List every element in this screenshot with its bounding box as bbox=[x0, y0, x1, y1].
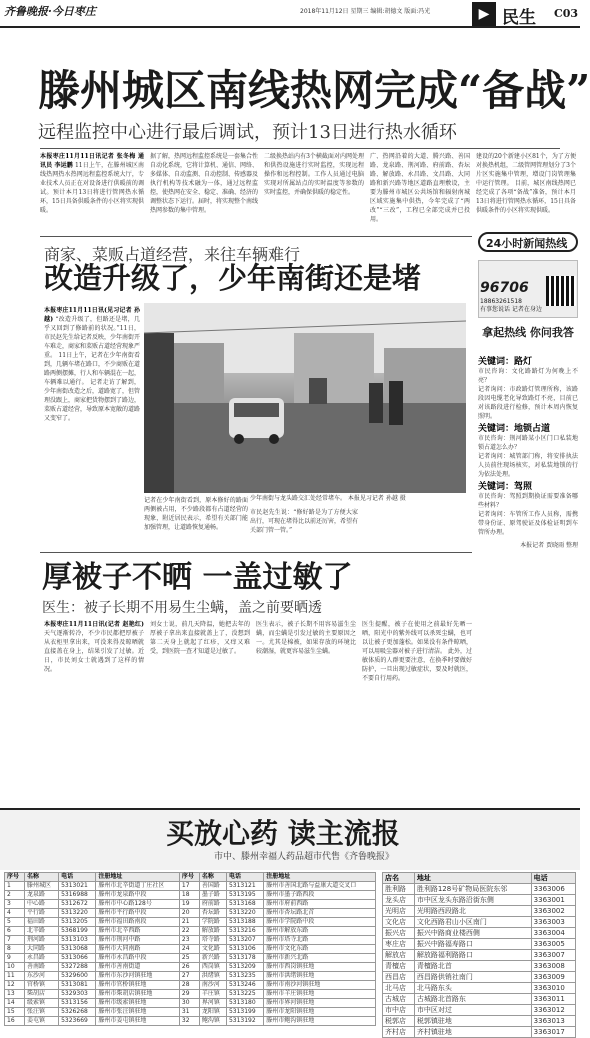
table-cell: 5313068 bbox=[59, 945, 96, 954]
entry-2-keyword: 关键词：地锁占道 bbox=[478, 424, 551, 434]
story-1-col-2: 据了解，热网远程监控系统是一套集合性自动化系统，它将计算机、通信、网络、多媒体、自动监测、自动控制、传感器及执行机构等技术融为一体，通过远程监控，使热网在安全、稳定、准确、经济的调整状态下运行。届时，将实现整个南线热网参数的集中管理。 bbox=[150, 153, 259, 214]
table-cell: 滕州市柴胡店镇驻地 bbox=[96, 990, 179, 999]
hotline-entries bbox=[478, 358, 578, 550]
table-cell: 1 bbox=[5, 882, 25, 891]
table-cell: 古城店 bbox=[383, 994, 415, 1005]
table-cell: 滕州市府前西路 bbox=[264, 900, 376, 909]
section-name: 民生 bbox=[502, 8, 536, 28]
headline-story-3: 厚被子不晒 一盖过敏了 bbox=[42, 560, 353, 595]
table-cell: 3363013 bbox=[531, 1016, 575, 1027]
column-header: 序号 bbox=[179, 873, 199, 882]
table-cell: 5329600 bbox=[59, 972, 96, 981]
table-row bbox=[383, 972, 576, 983]
table-cell: 滕州市墨子路西段 bbox=[264, 891, 376, 900]
table-cell: 滕州市级索镇驻地 bbox=[96, 999, 179, 1008]
table-row bbox=[5, 891, 376, 900]
story-2-byline: 本报枣庄11月11日讯(见习记者 孙越) bbox=[44, 307, 140, 323]
story-2-para-1: “改造升级了，但路还是堵，几乎又回到了修路前的状况。”11日，市民赵先生给记者反映，少年南街开车难走，商家和菜贩占道经营现象严重。 bbox=[44, 316, 141, 359]
table-row bbox=[383, 917, 576, 928]
table-cell: 滕州市界河镇驻地 bbox=[264, 999, 376, 1008]
table-cell: 青檀路北首 bbox=[414, 961, 531, 972]
table-cell: 18 bbox=[179, 891, 199, 900]
table-cell: 羊庄镇 bbox=[199, 990, 226, 999]
table-cell: 12 bbox=[5, 981, 25, 990]
table-cell: 齐村镇驻地 bbox=[414, 1027, 531, 1038]
table-row bbox=[5, 954, 376, 963]
newspaper-name: 齐鲁晚报·今日枣庄 bbox=[4, 5, 96, 18]
column-header: 电话 bbox=[226, 873, 263, 882]
table-cell: 5323669 bbox=[59, 1017, 96, 1026]
table-cell: 滕州市龙阳镇驻地 bbox=[264, 1008, 376, 1017]
table-cell: 滕州市鲍沟镇驻地 bbox=[264, 1017, 376, 1026]
table-cell: 市中区对过 bbox=[414, 1005, 531, 1016]
table-cell: 滕州市官桥镇驻地 bbox=[96, 981, 179, 990]
table-cell: 北马路东头 bbox=[414, 983, 531, 994]
table-cell: 5313220 bbox=[226, 909, 263, 918]
column-header: 序号 bbox=[5, 873, 25, 882]
table-cell: 5313178 bbox=[226, 954, 263, 963]
table-cell: 学院路 bbox=[199, 918, 226, 927]
table-cell: 5313121 bbox=[226, 882, 263, 891]
table-cell: 龙泉路 bbox=[25, 891, 59, 900]
story-2-col-1 bbox=[44, 306, 140, 546]
table-cell: 光明路西段路北 bbox=[414, 906, 531, 917]
table-row bbox=[383, 950, 576, 961]
table-cell: 5313192 bbox=[226, 1017, 263, 1026]
table-cell: 5313220 bbox=[59, 909, 96, 918]
story-2-col-3: 市民赵先生说：“修好路是为了方便大家出行，可现在堵得比以前还厉害，希望有关部门管一管。” bbox=[250, 509, 359, 534]
story-1-col-1 bbox=[40, 152, 144, 232]
pharmacy-table-right bbox=[382, 872, 576, 1036]
table-row bbox=[383, 939, 576, 950]
table-cell: 5 bbox=[5, 918, 25, 927]
table-cell: 22 bbox=[179, 927, 199, 936]
table-cell: 滕州市中心路128号 bbox=[96, 900, 179, 909]
table-cell: 11 bbox=[5, 972, 25, 981]
table-cell: 市中区龙头东路沿街东侧 bbox=[414, 895, 531, 906]
table-cell: 文化店 bbox=[383, 917, 415, 928]
table-cell: 5313209 bbox=[226, 963, 263, 972]
table-cell: 5312672 bbox=[59, 900, 96, 909]
table-cell: 5313168 bbox=[226, 900, 263, 909]
table-cell: 张汪镇 bbox=[25, 1008, 59, 1017]
column-header: 电话 bbox=[531, 873, 575, 884]
table-cell: 5313103 bbox=[59, 936, 96, 945]
table-cell: 南沙河 bbox=[199, 981, 226, 990]
headline-story-2: 改造升级了，少年南街还是堵 bbox=[44, 261, 422, 295]
hotline-title: 24小时新闻热线 bbox=[486, 237, 568, 250]
table-row bbox=[5, 963, 376, 972]
table-cell: 北马店 bbox=[383, 983, 415, 994]
table-cell: 5313195 bbox=[226, 891, 263, 900]
table-cell: 滕州市学院路中段 bbox=[264, 918, 376, 927]
sidebar-sign: 本报记者 贾晓雨 整理 bbox=[520, 542, 578, 549]
story-3-para-4: 医生提醒，被子在使用之前最好先晒一晒，阳光中的紫外线可以杀死尘螨，也可以让被子更加蓬松。如果没有条件晾晒，可以用吸尘器对被子进行清洁。 bbox=[362, 621, 472, 655]
column-header: 名称 bbox=[199, 873, 226, 882]
table-row bbox=[383, 961, 576, 972]
table-cell: 24 bbox=[179, 945, 199, 954]
table-cell: 3 bbox=[5, 900, 25, 909]
story-1-col-4: 广、热网沿着的大道、腾兴路、善国路、龙泉路、荆河路、府前路、杏坛路、解放路、永昌路、文昌路、大同路和新兴路等地区道路直埋敷设，主要为滕州市城区公共场馆和辐射南城区域实施集中供热，今年完成了“两改”“三改”，工程已全部完成并已投用。 bbox=[370, 153, 470, 223]
table-row bbox=[5, 1017, 376, 1026]
table-cell: 西昌店 bbox=[383, 972, 415, 983]
table-cell: 东沙河 bbox=[25, 972, 59, 981]
left-table-header bbox=[5, 873, 376, 882]
table-row bbox=[5, 936, 376, 945]
table-cell: 府前路 bbox=[199, 900, 226, 909]
right-store-table bbox=[382, 872, 576, 1038]
table-cell: 17 bbox=[179, 882, 199, 891]
story-2-para-3: 记者走访了解到，少年南街改造之后，道路宽了，但管理没跟上，商家把货物摆到了路边，菜贩占道经营，导致原本宽敞的道路又变窄了。 bbox=[44, 379, 141, 422]
left-store-table bbox=[4, 872, 376, 1026]
table-cell: 5313207 bbox=[226, 936, 263, 945]
story-1-para-6: 目前，城区南线热网已经完成了各项“备战”准备，预计本月13日将进行管网热水循环，15日具备供暖条件的小区将实现供暖。 bbox=[476, 180, 576, 214]
table-cell: 滕州市张汪镇驻地 bbox=[96, 1008, 179, 1017]
table-cell: 振兴店 bbox=[383, 928, 415, 939]
table-row bbox=[5, 1008, 376, 1017]
table-cell: 滕州市北辛西路 bbox=[96, 927, 179, 936]
table-row bbox=[5, 927, 376, 936]
issue-meta: 2018年11月12日 星期三 编辑:胡德文 版面:冯光 bbox=[300, 8, 431, 15]
table-cell: 滕州市洪绪镇驻地 bbox=[264, 972, 376, 981]
column-header: 名称 bbox=[25, 873, 59, 882]
right-table-header bbox=[383, 873, 576, 884]
ad-subhead: 市中、滕州幸福人药品超市代售《齐鲁晚报》 bbox=[214, 852, 395, 862]
table-cell: 19 bbox=[179, 900, 199, 909]
headline-story-1: 滕州城区南线热网完成“备战” bbox=[38, 66, 590, 115]
table-cell: 10 bbox=[5, 963, 25, 972]
table-cell: 滕州市大同南路 bbox=[96, 945, 179, 954]
table-cell: 解放店 bbox=[383, 950, 415, 961]
table-cell: 滕州市羊庄镇驻地 bbox=[264, 990, 376, 999]
table-row bbox=[383, 895, 576, 906]
table-row bbox=[5, 972, 376, 981]
table-cell: 13 bbox=[5, 990, 25, 999]
table-cell: 西岗镇 bbox=[199, 963, 226, 972]
table-row bbox=[5, 981, 376, 990]
story-1-byline: 本报枣庄11月11日讯记者 张冬梅 通讯员 李运鹏 bbox=[40, 153, 144, 169]
street-photo bbox=[144, 303, 466, 493]
ad-headline: 买放心药 读主流报 bbox=[166, 817, 400, 850]
table-cell: 5313235 bbox=[226, 972, 263, 981]
hotline-phone: 18863261518 bbox=[480, 298, 522, 305]
table-cell: 5316988 bbox=[59, 891, 96, 900]
table-cell: 3363004 bbox=[531, 928, 575, 939]
table-cell: 15 bbox=[5, 1008, 25, 1017]
table-cell: 3363008 bbox=[531, 961, 575, 972]
table-cell: 2 bbox=[5, 891, 25, 900]
table-cell: 5313081 bbox=[59, 981, 96, 990]
table-cell: 洪绪镇 bbox=[199, 972, 226, 981]
kicker-story-2: 商家、菜贩占道经营，来往车辆难行 bbox=[44, 245, 301, 264]
left-table-body bbox=[5, 882, 376, 1026]
table-cell: 滕州市永昌路中段 bbox=[96, 954, 179, 963]
table-cell: 滕州市东沙河镇驻地 bbox=[96, 972, 179, 981]
subhead-story-1: 远程监控中心进行最后调试，预计13日进行热水循环 bbox=[38, 122, 457, 143]
table-cell: 墨子路 bbox=[199, 891, 226, 900]
table-cell: 滕州市龙泉路中段 bbox=[96, 891, 179, 900]
table-cell: 5313180 bbox=[226, 999, 263, 1008]
table-cell: 23 bbox=[179, 936, 199, 945]
table-cell: 杏坛路 bbox=[199, 909, 226, 918]
table-cell: 5313225 bbox=[226, 990, 263, 999]
table-cell: 5313066 bbox=[59, 954, 96, 963]
table-cell: 文化西路君山小区南门 bbox=[414, 917, 531, 928]
table-row bbox=[383, 1027, 576, 1038]
hotline-promo: 拿起热线 你问我答 bbox=[482, 326, 574, 339]
table-cell: 解放路福利路路口 bbox=[414, 950, 531, 961]
table-row bbox=[5, 909, 376, 918]
entry-3-answer: 记者询问：车管所工作人员称，需携带身份证、原驾驶证及体检证明到车管所办理。 bbox=[478, 511, 578, 536]
hotline-slogan: 有事您说话 记者在身边 bbox=[480, 306, 542, 313]
table-cell: 滕州市善国北路与益康大道交叉口 bbox=[264, 882, 376, 891]
table-cell: 3363010 bbox=[531, 983, 575, 994]
column-header: 注册地址 bbox=[264, 873, 376, 882]
street-scene-image bbox=[144, 303, 466, 493]
table-cell: 滕州市杏坛路北首 bbox=[264, 909, 376, 918]
right-table-body bbox=[383, 884, 576, 1038]
table-cell: 滕州市福田路南段 bbox=[96, 918, 179, 927]
table-cell: 32 bbox=[179, 1017, 199, 1026]
table-cell: 光明店 bbox=[383, 906, 415, 917]
table-cell: 3363012 bbox=[531, 1005, 575, 1016]
story-3-col-3: 医生表示，被子长期不用容易滋生尘螨，而尘螨是引发过敏的主要原因之一。尤其是棉被，如果存放的环境比较潮湿，就更容易滋生尘螨。 bbox=[256, 621, 356, 655]
table-cell: 14 bbox=[5, 999, 25, 1008]
table-row bbox=[383, 983, 576, 994]
table-cell: 5327288 bbox=[59, 963, 96, 972]
story-3-rule bbox=[40, 552, 472, 553]
table-cell: 滕州城区 bbox=[25, 882, 59, 891]
table-cell: 胜利路 bbox=[383, 884, 415, 895]
column-header: 地址 bbox=[414, 873, 531, 884]
table-cell: 文化路 bbox=[199, 945, 226, 954]
story-3-col-4 bbox=[362, 620, 472, 800]
table-cell: 滕州市平行路中段 bbox=[96, 909, 179, 918]
table-cell: 21 bbox=[179, 918, 199, 927]
table-cell: 20 bbox=[179, 909, 199, 918]
entry-3-keyword: 关键词：驾照 bbox=[478, 482, 533, 492]
table-cell: 5313216 bbox=[226, 927, 263, 936]
table-row bbox=[5, 945, 376, 954]
table-cell: 振兴中路福寿路口 bbox=[414, 939, 531, 950]
story-2-col-2: 记者在少年南街看到，原本修好的路面两侧被占用，不少路段都有占道经营的现象，附近居民表示，希望有关部门能加强管理，让道路恢复通畅。 bbox=[144, 497, 248, 531]
table-cell: 姜屯镇 bbox=[25, 1017, 59, 1026]
table-row bbox=[5, 990, 376, 999]
story-2-para-2: 11日上午，记者在少年南街看到，几辆车堵在路口，不少商贩在道路两侧摆摊，行人和车辆混在一起，车辆难以通行。 bbox=[44, 352, 141, 386]
table-cell: 税郭镇驻地 bbox=[414, 1016, 531, 1027]
table-row bbox=[5, 900, 376, 909]
table-cell: 齐村店 bbox=[383, 1027, 415, 1038]
table-cell: 古城路北首路东 bbox=[414, 994, 531, 1005]
subhead-story-3: 医生：被子长期不用易生尘螨，盖之前要晒透 bbox=[42, 600, 322, 616]
photo-caption: 少年南街与龙头路交汇处经常堵车。 本报见习记者 孙越 摄 bbox=[250, 495, 406, 502]
table-cell: 30 bbox=[179, 999, 199, 1008]
table-cell: 振兴中路商业楼西侧 bbox=[414, 928, 531, 939]
table-cell: 3363003 bbox=[531, 917, 575, 928]
table-cell: 5313246 bbox=[226, 981, 263, 990]
table-cell: 5368199 bbox=[59, 927, 96, 936]
table-row bbox=[383, 906, 576, 917]
entry-2-answer: 记者询问：城管部门称，将安排执法人员前往现场核实，对私装地锁的行为依法处理。 bbox=[478, 453, 578, 478]
table-cell: 滕州市文化东路 bbox=[264, 945, 376, 954]
table-cell: 滕州市姜屯镇驻地 bbox=[96, 1017, 179, 1026]
entry-2-question: 市民咨询：荆河路某小区门口私装地锁占道怎么办？ bbox=[478, 435, 578, 451]
table-cell: 官桥镇 bbox=[25, 981, 59, 990]
table-cell: 3363017 bbox=[531, 1027, 575, 1038]
table-cell: 29 bbox=[179, 990, 199, 999]
table-cell: 枣庄店 bbox=[383, 939, 415, 950]
table-cell: 5313205 bbox=[59, 918, 96, 927]
table-cell: 大同路 bbox=[25, 945, 59, 954]
table-cell: 善国路 bbox=[199, 882, 226, 891]
table-cell: 龙阳镇 bbox=[199, 1008, 226, 1017]
story-1-rule bbox=[40, 148, 560, 149]
table-cell: 5313106 bbox=[226, 945, 263, 954]
story-1-para-1: 11日上午，在滕州城区南线热网热水热网远程监控系统大厅，专业技术人员正在对设备进行供暖前的调试。预计本月13日将进行管网热水循环，15日具备供暖条件的小区将实现供暖。 bbox=[40, 162, 144, 214]
table-cell: 滕州市北辛街道丁庄社区 bbox=[96, 882, 179, 891]
table-cell: 7 bbox=[5, 936, 25, 945]
story-1-col-3: 二级换热站内有3个横截面对内网处理和供热设施进行实时监控，实现远程操作和远程控制。工作人员通过电脑实现对所属站点的实时温度等参数的实时监控，并确保供暖的稳定性。 bbox=[264, 153, 364, 196]
table-cell: 3363001 bbox=[531, 895, 575, 906]
table-row bbox=[383, 1016, 576, 1027]
table-cell: 5313156 bbox=[59, 999, 96, 1008]
table-row bbox=[5, 882, 376, 891]
table-cell: 31 bbox=[179, 1008, 199, 1017]
table-cell: 5326268 bbox=[59, 1008, 96, 1017]
table-cell: 解放路 bbox=[199, 927, 226, 936]
table-cell: 滕州市荆河中路 bbox=[96, 936, 179, 945]
page-header bbox=[0, 0, 580, 28]
table-cell: 5313021 bbox=[59, 882, 96, 891]
hotline-number: 96706 bbox=[480, 280, 529, 296]
qr-code-icon bbox=[546, 276, 576, 306]
table-cell: 25 bbox=[179, 954, 199, 963]
story-2-rule bbox=[40, 236, 472, 237]
table-cell: 28 bbox=[179, 981, 199, 990]
table-cell: 9 bbox=[5, 954, 25, 963]
table-cell: 善南路 bbox=[25, 963, 59, 972]
entry-3-question: 市民咨询：驾照到期换证需要准备哪些材料？ bbox=[478, 493, 578, 509]
table-cell: 27 bbox=[179, 972, 199, 981]
story-3-para-5: 此外，过敏体质的人群更要注意，在换季时要做好防护，一旦出现过敏症状，要及时就医，不要自行用药。 bbox=[362, 648, 472, 682]
table-row bbox=[383, 994, 576, 1005]
column-header: 注册地址 bbox=[96, 873, 179, 882]
story-3-col-1 bbox=[44, 620, 144, 800]
table-cell: 3363005 bbox=[531, 939, 575, 950]
table-cell: 5313199 bbox=[226, 1008, 263, 1017]
table-cell: 荆河路 bbox=[25, 936, 59, 945]
section-tag bbox=[472, 0, 580, 28]
table-cell: 永昌路 bbox=[25, 954, 59, 963]
story-1-col-5 bbox=[476, 152, 576, 232]
table-cell: 市中店 bbox=[383, 1005, 415, 1016]
table-cell: 中心路 bbox=[25, 900, 59, 909]
table-cell: 级索镇 bbox=[25, 999, 59, 1008]
section-arrow-icon: ▶ bbox=[472, 2, 496, 26]
table-cell: 新兴路 bbox=[199, 954, 226, 963]
table-cell: 税郭店 bbox=[383, 1016, 415, 1027]
table-cell: 滕州市西岗镇驻地 bbox=[264, 963, 376, 972]
page-number: C03 bbox=[554, 7, 579, 20]
table-cell: 界河镇 bbox=[199, 999, 226, 1008]
table-cell: 福田路 bbox=[25, 918, 59, 927]
table-row bbox=[383, 884, 576, 895]
table-cell: 西昌路供销社南门 bbox=[414, 972, 531, 983]
table-cell: 龙头店 bbox=[383, 895, 415, 906]
table-cell: 平行路 bbox=[25, 909, 59, 918]
table-cell: 3363009 bbox=[531, 972, 575, 983]
table-row bbox=[383, 1005, 576, 1016]
story-3-col-2: 刘女士说，前几天降温，她把去年的厚被子拿出来直接就盖上了，没想到第二天身上就起了红疹，又痒又难受，到医院一查才知道是过敏了。 bbox=[150, 621, 250, 655]
table-cell: 16 bbox=[5, 1017, 25, 1026]
entry-1-question: 市民咨询：文化路路灯为何晚上不亮？ bbox=[478, 368, 578, 384]
table-cell: 塔寺路 bbox=[199, 936, 226, 945]
table-cell: 5329303 bbox=[59, 990, 96, 999]
pharmacy-table-left bbox=[4, 872, 376, 1024]
table-cell: 滕州市塔寺北路 bbox=[264, 936, 376, 945]
table-cell: 6 bbox=[5, 927, 25, 936]
table-cell: 3363002 bbox=[531, 906, 575, 917]
table-cell: 3363011 bbox=[531, 994, 575, 1005]
table-row bbox=[383, 928, 576, 939]
table-cell: 鲍沟镇 bbox=[199, 1017, 226, 1026]
table-cell: 26 bbox=[179, 963, 199, 972]
table-cell: 滕州市南沙河镇驻地 bbox=[264, 981, 376, 990]
column-header: 电话 bbox=[59, 873, 96, 882]
table-row bbox=[5, 999, 376, 1008]
entry-1-answer: 记者询问：市政路灯管理所称，该路段因电缆老化导致路灯不亮，目前已对该路段进行检修，预计本周内恢复照明。 bbox=[478, 386, 578, 420]
table-cell: 4 bbox=[5, 909, 25, 918]
story-1-para-5: 建设的20个新建小区81个，为了方便对换热机组，二级管网管理划分了3个片区实施集中管理，增设门岗管理集中运行管理。 bbox=[476, 153, 576, 187]
story-3-para-1: 天气逐渐转冷，不少市民都把厚被子从衣柜里拿出来，可没来得及晾晒就直接盖在身上，结果引发了过敏。近日，市民刘女士就遇到了这样的情况。 bbox=[44, 630, 144, 673]
entry-1-keyword: 关键词：路灯 bbox=[478, 357, 533, 367]
table-cell: 北辛路 bbox=[25, 927, 59, 936]
table-cell: 8 bbox=[5, 945, 25, 954]
table-cell: 3363007 bbox=[531, 950, 575, 961]
table-cell: 胜利路128号矿物局医院东邻 bbox=[414, 884, 531, 895]
table-cell: 3363006 bbox=[531, 884, 575, 895]
table-cell: 柴胡店 bbox=[25, 990, 59, 999]
story-3-byline: 本报枣庄11月11日讯(记者 赵艳红) bbox=[44, 621, 144, 628]
table-row bbox=[5, 918, 376, 927]
table-cell: 滕州市解放东路 bbox=[264, 927, 376, 936]
table-cell: 5313188 bbox=[226, 918, 263, 927]
column-header: 店名 bbox=[383, 873, 415, 884]
table-cell: 滕州市新兴北路 bbox=[264, 954, 376, 963]
table-cell: 滕州市善南街道 bbox=[96, 963, 179, 972]
table-cell: 青檀店 bbox=[383, 961, 415, 972]
